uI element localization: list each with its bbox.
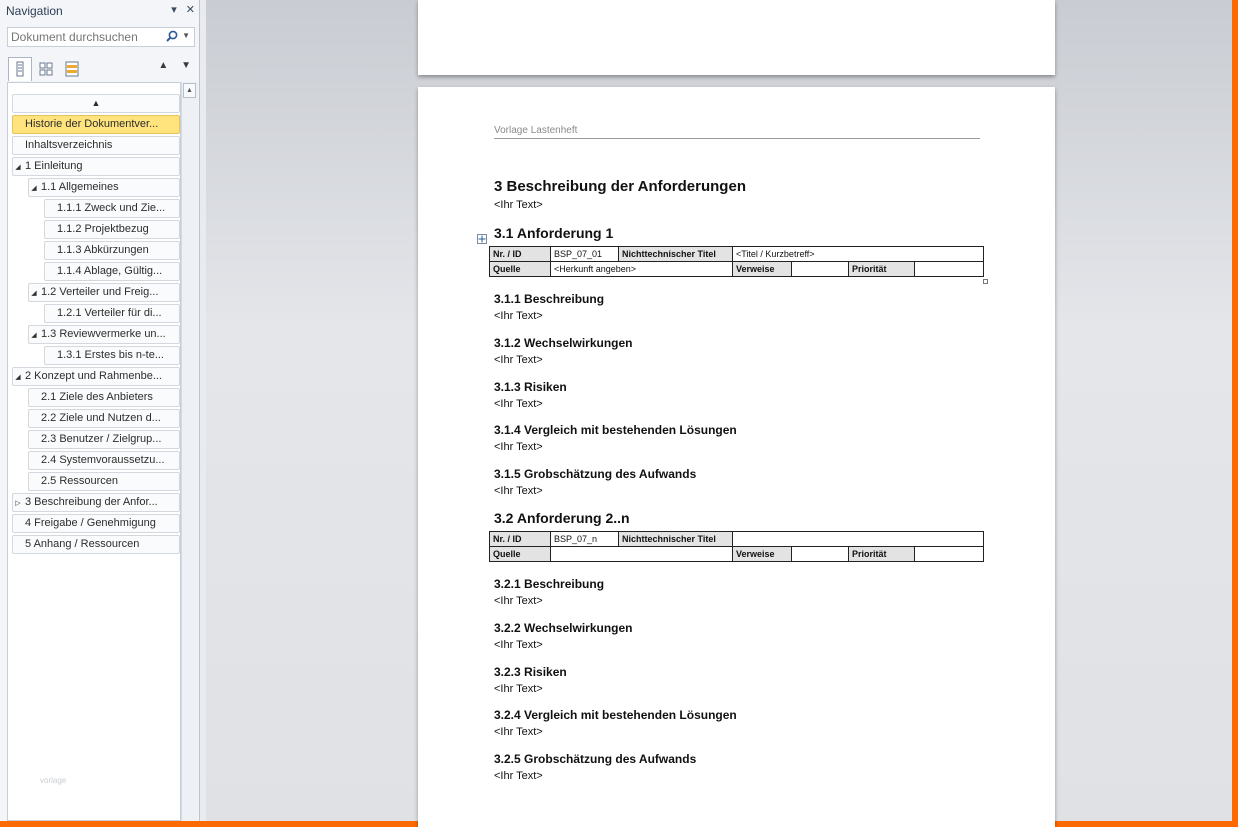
nav-heading-item[interactable] [44,199,180,218]
title-label: Nichttechnischer Titel [619,247,733,262]
pages-view-icon[interactable] [34,57,58,81]
subsection-heading: 3.2.2 Wechselwirkungen [494,620,633,635]
table-row [490,262,984,277]
nav-heading-item[interactable] [28,178,180,197]
nav-heading-label: 2.4 Systemvoraussetzu... [41,454,165,466]
nav-heading-label: 1.1 Allgemeines [41,181,119,193]
search-dropdown-icon[interactable]: ▼ [182,31,190,40]
nav-heading-label: 1.3.1 Erstes bis n-te... [57,349,164,361]
previous-page[interactable] [418,0,1055,75]
table-move-handle-icon[interactable] [477,234,487,244]
nav-heading-item[interactable] [12,493,180,512]
table-resize-handle[interactable] [983,279,988,284]
nav-heading-label: 2.5 Ressourcen [41,475,119,487]
previous-heading-icon[interactable]: ▲ [158,60,169,71]
magnifier-icon[interactable] [166,30,178,42]
subsection-body-text: <Ihr Text> [494,397,543,410]
subsection-body-text: <Ihr Text> [494,353,543,366]
subsection-heading: 3.2.4 Vergleich mit bestehenden Lösungen [494,708,737,723]
navigation-title-buttons [165,3,195,16]
title-value[interactable] [733,532,984,547]
subsection-body-text: <Ihr Text> [494,310,543,322]
heading-nav-arrows [148,60,191,71]
nav-heading-label: 3 Beschreibung der Anfor... [25,496,158,508]
source-label: Quelle [490,262,551,277]
table-row [490,532,984,547]
nav-heading-label: 1.3 Reviewvermerke un... [41,328,166,340]
nav-heading-item[interactable] [28,472,180,491]
priority-value[interactable] [915,262,984,277]
subsection-body-text: <Ihr Text> [494,595,543,607]
search-input[interactable] [8,28,161,46]
source-label: Quelle [490,547,551,562]
nav-heading-item[interactable] [28,409,180,428]
requirement-2-table [489,531,984,562]
chapter-body-text: <Ihr Text> [494,199,543,211]
nav-scrollbar[interactable] [181,82,198,821]
nav-heading-label: 2.3 Benutzer / Zielgrup... [41,433,162,445]
table-row [490,247,984,262]
pane-options-icon[interactable]: ▾ [171,4,177,16]
requirement-2-heading: 3.2 Anforderung 2..n [494,510,630,526]
results-view-icon[interactable] [60,57,84,81]
refs-label: Verweise [733,262,792,276]
subsection-heading: 3.2.3 Risiken [494,664,567,679]
priority-label: Priorität [849,262,915,277]
subsection-heading: 3.1.2 Wechselwirkungen [494,335,633,350]
priority-label: Priorität [849,547,915,562]
nav-heading-item[interactable] [12,535,180,554]
headings-view-icon[interactable] [8,57,32,81]
scroll-up-icon[interactable]: ▲ [183,83,196,98]
nav-heading-label: 1.1.1 Zweck und Zie... [57,202,166,214]
subsection-heading: 3.1.4 Vergleich mit bestehenden Lösungen [494,423,737,438]
collapse-all-button[interactable] [12,94,180,113]
nav-heading-label: 5 Anhang / Ressourcen [25,538,140,550]
navigation-title: Navigation [6,4,63,18]
subsection-heading: 3.2.5 Grobschätzung des Aufwands [494,752,697,767]
expand-toggle-icon[interactable]: ◢ [31,290,37,297]
collapse-all-icon: ▲ [91,98,101,108]
subsection-body-text: <Ihr Text> [494,726,543,739]
nr-id-value[interactable]: BSP_07_n [551,532,619,547]
refs-label: Verweise [733,547,792,561]
nav-heading-item[interactable] [28,325,180,344]
nav-heading-label: Inhaltsverzeichnis [25,139,113,151]
watermark-text: vorlage [40,776,67,785]
nav-heading-label: 1.2.1 Verteiler für di... [57,307,162,319]
nav-heading-item[interactable] [44,262,180,281]
chapter-heading: 3 Beschreibung der Anforderungen [494,178,746,195]
subsection-body-text: <Ihr Text> [494,770,543,783]
nav-heading-label: 2 Konzept und Rahmenbe... [25,370,162,382]
expand-toggle-icon[interactable]: ▷ [15,500,21,507]
title-label: Nichttechnischer Titel [619,532,733,547]
nav-heading-item[interactable] [12,115,180,134]
nav-heading-item[interactable] [44,241,180,260]
nav-heading-item[interactable] [28,451,180,470]
subsection-heading: 3.2.1 Beschreibung [494,577,605,591]
nav-heading-item[interactable] [12,157,180,176]
subsection-heading: 3.1.1 Beschreibung [494,292,605,306]
nav-heading-label: 1.2 Verteiler und Freig... [41,286,159,298]
expand-toggle-icon[interactable]: ◢ [31,332,37,339]
expand-toggle-icon[interactable]: ◢ [15,164,21,171]
document-page[interactable] [418,87,1055,827]
headings-tree [7,82,181,821]
nav-heading-item[interactable] [44,346,180,365]
subsection-body-text: <Ihr Text> [494,638,543,651]
next-heading-icon[interactable]: ▼ [181,60,191,71]
refs-cell[interactable] [733,547,849,562]
navigation-pane [0,0,200,821]
nav-heading-item[interactable] [28,388,180,407]
nav-heading-label: 1.1.4 Ablage, Gültig... [57,265,163,277]
nav-heading-item[interactable] [28,430,180,449]
priority-value[interactable] [915,547,984,562]
subsection-body-text: <Ihr Text> [494,682,543,695]
nav-heading-label: 2.2 Ziele und Nutzen d... [41,412,161,424]
table-row [490,547,984,562]
nr-id-label: Nr. / ID [490,247,551,262]
source-value[interactable] [551,547,733,562]
requirement-1-heading: 3.1 Anforderung 1 [494,225,614,241]
expand-toggle-icon[interactable]: ◢ [31,185,37,192]
nav-heading-label: 1.1.2 Projektbezug [57,223,149,235]
subsection-heading: 3.1.3 Risiken [494,379,567,394]
nav-heading-item[interactable] [28,283,180,302]
nav-heading-item[interactable] [44,220,180,239]
subsection-heading: 3.1.5 Grobschätzung des Aufwands [494,467,697,482]
nav-heading-label: 4 Freigabe / Genehmigung [25,517,156,529]
title-value[interactable]: <Titel / Kurzbetreff> [733,247,984,262]
nav-heading-item[interactable] [12,136,180,155]
source-value[interactable]: <Herkunft angeben> [551,262,733,277]
subsection-body-text: <Ihr Text> [494,485,543,498]
nav-heading-item[interactable] [12,367,180,386]
expand-toggle-icon[interactable]: ◢ [15,374,21,381]
nav-heading-label: 1.1.3 Abkürzungen [57,244,149,256]
nav-heading-item[interactable] [12,514,180,533]
close-icon[interactable]: ✕ [185,4,195,16]
nr-id-value[interactable]: BSP_07_01 [551,247,619,262]
page-header: Vorlage Lastenheft [494,125,980,139]
nr-id-label: Nr. / ID [490,532,551,547]
nav-heading-item[interactable] [44,304,180,323]
requirement-1-table [489,246,984,277]
subsection-body-text: <Ihr Text> [494,441,543,454]
nav-heading-label: 1 Einleitung [25,160,83,172]
search-box[interactable] [7,27,195,47]
nav-heading-label: 2.1 Ziele des Anbieters [41,391,153,403]
nav-heading-label: Historie der Dokumentver... [25,118,159,130]
refs-cell[interactable] [733,262,849,277]
